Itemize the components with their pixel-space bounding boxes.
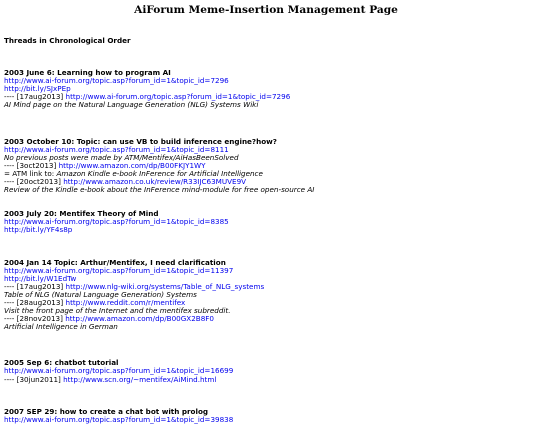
link-line <box>4 226 536 234</box>
page-content <box>4 0 536 424</box>
line-prefix: ---- <box>4 160 17 170</box>
thread-title: 2003 October 10: Topic: can use VB to build inference engine?how? <box>4 136 277 146</box>
line-prefix: ---- <box>4 314 17 324</box>
thread-link[interactable]: http://www.nlg-wiki.org/systems/Table_of_NLG_systems <box>65 281 265 291</box>
thread-block <box>4 69 536 109</box>
thread-block <box>4 259 536 332</box>
thread-link[interactable]: http://www.reddit.com/r/mentifex <box>65 297 186 307</box>
description-note: AI Mind page on the Natural Language Generation (NLG) Systems Wiki <box>4 100 259 110</box>
description-note: Artificial Intelligence in German <box>4 322 118 332</box>
thread-link[interactable]: http://www.ai-forum.org/topic.asp?forum_id=1&topic_id=8385 <box>4 217 229 227</box>
thread-link[interactable]: http://www.amazon.com/dp/B00GX2B8F0 <box>65 314 215 324</box>
thread-link[interactable]: http://www.amazon.com/dp/B00FKJY1WY <box>58 160 206 170</box>
description-note: Amazon Kindle e-book InFerence for Artificial Intelligence <box>56 168 263 178</box>
thread-link[interactable]: http://www.amazon.co.uk/review/R33IJC63MUVE9V <box>63 177 247 187</box>
thread-link[interactable]: http://www.ai-forum.org/topic.asp?forum_id=1&topic_id=11397 <box>4 265 234 275</box>
date-stamp: [3oct2013] <box>16 160 57 170</box>
link-line <box>4 77 536 85</box>
description-note: Review of the Kindle e-book about the InFerence mind-module for free open-source AI <box>4 185 315 195</box>
thread-title: 2003 June 6: Learning how to program AI <box>4 68 171 78</box>
thread-link[interactable]: http://bit.ly/W1EdTw <box>4 273 77 283</box>
date-stamp: [28aug2013] <box>16 297 64 307</box>
thread-link[interactable]: http://www.ai-forum.org/topic.asp?forum_id=1&topic_id=8111 <box>4 144 229 154</box>
link-line <box>4 218 536 226</box>
thread-title: 2007 SEP 29: how to create a chat bot with prolog <box>4 406 209 416</box>
line-prefix: ---- <box>4 177 17 187</box>
date-stamp: [20oct2013] <box>16 177 61 187</box>
thread-title: 2003 July 20: Mentifex Theory of Mind <box>4 209 159 219</box>
thread-link[interactable]: http://bit.ly/SJxPEp <box>4 84 71 94</box>
date-stamp: [30jun2011] <box>16 374 61 384</box>
description-note: Table of NLG (Natural Language Generation) Systems <box>4 289 197 299</box>
thread-title: 2004 Jan 14 Topic: Arthur/Mentifex, I need clarification <box>4 257 226 267</box>
link-line <box>4 267 536 275</box>
thread-list <box>4 69 536 424</box>
thread-block <box>4 138 536 195</box>
line-prefix: = ATM link to: <box>4 168 57 178</box>
line-prefix: ---- <box>4 374 17 384</box>
thread-link[interactable]: http://www.ai-forum.org/topic.asp?forum_id=1&topic_id=7296 <box>65 92 291 102</box>
page-title: AiForum Meme-Insertion Management Page <box>134 4 398 16</box>
thread-block <box>4 210 536 234</box>
thread-block <box>4 408 536 424</box>
link-line <box>4 416 536 424</box>
thread-block <box>4 359 536 383</box>
thread-link[interactable]: http://www.ai-forum.org/topic.asp?forum_id=1&topic_id=16699 <box>4 366 234 376</box>
line-prefix: ---- <box>4 297 17 307</box>
line-prefix: ---- <box>4 92 17 102</box>
section-heading: Threads in Chronological Order <box>4 36 131 45</box>
thread-link[interactable]: http://www.ai-forum.org/topic.asp?forum_id=1&topic_id=39838 <box>4 414 234 424</box>
thread-link[interactable]: http://bit.ly/YF4s8p <box>4 225 73 235</box>
thread-link[interactable]: http://www.ai-forum.org/topic.asp?forum_id=1&topic_id=7296 <box>4 76 229 86</box>
dated-link-line <box>4 376 536 384</box>
date-stamp: [17aug2013] <box>16 281 64 291</box>
description-note: No previous posts were made by ATM/Mentifex/AiHasBeenSolved <box>4 152 239 162</box>
date-stamp: [28nov2013] <box>16 314 63 324</box>
line-prefix: ---- <box>4 281 17 291</box>
thread-link[interactable]: http://www.scn.org/~mentifex/AiMind.html <box>63 374 217 384</box>
thread-title: 2005 Sep 6: chatbot tutorial <box>4 358 119 368</box>
description-note: Visit the front page of the Internet and the mentifex subreddit. <box>4 306 231 316</box>
date-stamp: [17aug2013] <box>16 92 64 102</box>
